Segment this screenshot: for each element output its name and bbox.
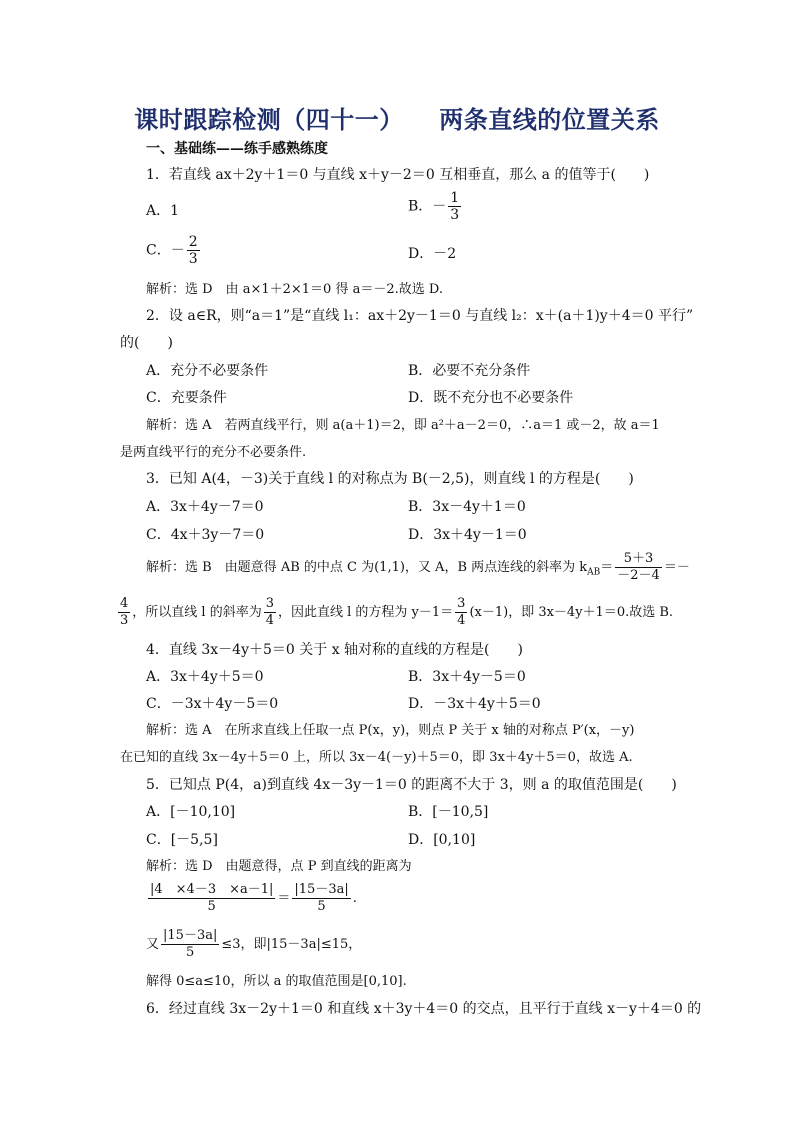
fraction [118,596,130,629]
q4-analysis-line1: 解析：选 A 在所求直线上任取一点 P(x，y)，则点 P 关于 x 轴的对称点 P′(x，－y) [146,723,635,738]
fraction-denominator: 3 [450,207,460,223]
q4-option-d: D．－3x＋4y＋5＝0 [408,696,541,712]
q2-option-c: C．充要条件 [146,390,227,406]
q5-option-d: D．[0,10] [408,832,476,848]
q4-stem: 4．直线 3x－4y＋5＝0 关于 x 轴对称的直线的方程是( ) [146,642,523,658]
q1-option-b-prefix: B．－ [408,198,447,215]
q1-option-c-prefix: C．－ [146,242,185,259]
q2-stem-line2: 的( ) [120,335,173,351]
fraction-denominator: 3 [188,251,198,267]
q2-analysis-line2: 是两直线平行的充分不必要条件. [120,445,307,460]
q1-stem: 1．若直线 ax＋2y＋1＝0 与直线 x＋y－2＝0 互相垂直，那么 a 的值等于( ) [146,167,650,183]
q5-analysis-line2 [146,882,357,915]
fraction-denominator: 5 [207,899,216,914]
equals-sign: ＝ [277,891,291,906]
q4-option-b: B．3x＋4y－5＝0 [408,669,526,685]
fraction-denominator: 4 [265,613,274,628]
fraction-denominator: －2－4 [617,568,660,583]
q3-analysis-text: ，所以直线 l 的斜率为 [132,605,262,620]
q3-analysis-text: ＝－ [663,560,690,575]
fraction [264,596,276,629]
q2-option-d: D．既不充分也不必要条件 [408,390,574,406]
distance-fraction [148,882,275,915]
q5-option-b: B．[－10,5] [408,804,489,820]
fraction [161,928,219,961]
q3-option-c: C．4x＋3y－7＝0 [146,527,265,543]
fraction-numerator: 2 [188,234,198,250]
q3-analysis-text: 解析：选 B 由题意得 AB 的中点 C 为(1,1)，又 A，B 两点连线的斜率为 k [146,560,588,575]
q3-option-d: D．3x＋4y－1＝0 [408,527,527,543]
fraction-numerator: |15－3a| [294,882,349,897]
period: . [352,891,357,906]
q2-stem-line1: 2．设 a∈R，则“a＝1”是“直线 l₁：ax＋2y－1＝0 与直线 l₂：x＋(a＋1)y＋4＝0 平行” [146,308,694,324]
q1-analysis: 解析：选 D 由 a×1＋2×1＝0 得 a＝－2.故选 D. [146,282,443,297]
fraction-numerator: 1 [450,190,460,206]
fraction-numerator: 4 [120,596,129,611]
fraction-denominator: 3 [120,613,129,628]
q3-analysis-text: ，因此直线 l 的方程为 y－1＝ [278,605,454,620]
q5-analysis-line4: 解得 0≤a≤10，所以 a 的取值范围是[0,10]. [146,974,407,989]
fraction-numerator: 3 [457,596,466,611]
q5-option-c: C．[－5,5] [146,832,218,848]
fraction [448,190,461,223]
fraction-numerator: |15－3a| [163,928,218,943]
q3-analysis-line2 [116,596,673,629]
q5-analysis-line3 [146,928,361,961]
q5-analysis-text: 又 [146,937,160,952]
q4-option-c: C．－3x＋4y－5＝0 [146,696,279,712]
fraction-numerator: |4 ×4－3 ×a－1| [150,882,274,897]
q5-analysis-text: ≤3，即|15－3a|≤15， [221,937,362,952]
q1-option-c [146,234,202,267]
q3-option-b: B．3x－4y＋1＝0 [408,499,526,515]
section-heading: 一、基础练——练手感熟练度 [146,141,328,157]
page-title: 课时跟踪检测（四十一） 两条直线的位置关系 [134,105,660,134]
q3-option-a: A．3x＋4y－7＝0 [146,499,264,515]
q4-analysis-line2: 在已知的直线 3x－4y＋5＝0 上，所以 3x－4(－y)＋5＝0，即 3x＋4y＋5＝0，故选 A. [120,750,633,765]
fraction-numerator: 5＋3 [615,551,662,568]
q2-option-b: B．必要不充分条件 [408,363,531,379]
q4-option-a: A．3x＋4y＋5＝0 [146,669,264,685]
fraction-denominator: 5 [317,899,326,914]
q2-analysis-line1: 解析：选 A 若两直线平行，则 a(a＋1)＝2，即 a²＋a－2＝0，∴a＝1 或－2，故 a＝1 [146,418,660,433]
q3-stem: 3．已知 A(4，－3)关于直线 l 的对称点为 B(－2,5)，则直线 l 的方程是( ) [146,471,634,487]
q1-option-d: D．－2 [408,246,457,262]
fraction-denominator: 5 [186,945,195,960]
q5-option-a: A．[－10,10] [146,804,236,820]
q2-option-a: A．充分不必要条件 [146,363,269,379]
slope-subscript: AB [587,567,601,578]
q6-stem: 6．经过直线 3x－2y＋1＝0 和直线 x＋3y＋4＝0 的交点，且平行于直线 x－y＋4＝0 的 [146,1001,702,1017]
fraction-denominator: 4 [457,613,466,628]
fraction-numerator: 3 [265,596,274,611]
q1-option-a: A．1 [146,203,180,219]
distance-fraction [292,882,350,915]
q3-analysis-line1 [146,551,690,584]
q1-option-b [408,190,463,223]
fraction [455,596,467,629]
slope-fraction [615,551,662,584]
fraction [187,234,200,267]
q5-analysis-line1: 解析：选 D 由题意得，点 P 到直线的距离为 [146,859,412,874]
q3-analysis-text: (x－1)，即 3x－4y＋1＝0.故选 B. [469,605,674,620]
equals-sign: ＝ [600,560,614,575]
q5-stem: 5．已知点 P(4，a)到直线 4x－3y－1＝0 的距离不大于 3，则 a 的取值范围是( ) [146,777,677,793]
